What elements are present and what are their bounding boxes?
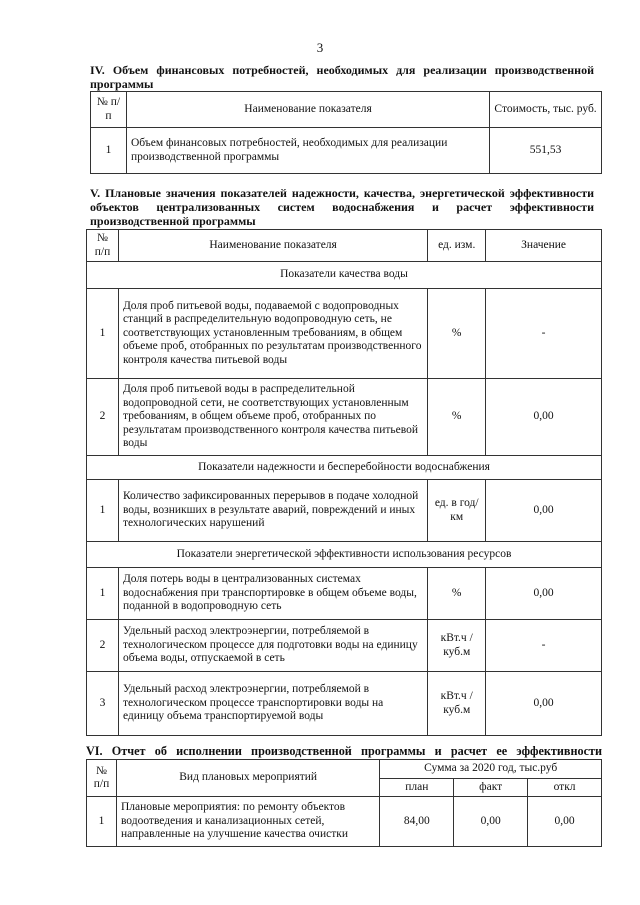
table-row <box>87 620 602 672</box>
row-unit: кВт.ч / куб.м <box>428 672 486 736</box>
section6-header-row <box>87 760 602 779</box>
row-name: Количество зафиксированных перерывов в подаче холодной воды, возникших в результате аварий, повреждений и иных технологических нарушений <box>118 480 427 542</box>
row-unit: % <box>428 568 486 620</box>
table-row <box>91 128 602 174</box>
row-dev: 0,00 <box>528 797 602 847</box>
group-title-row <box>87 262 602 289</box>
header-plan: план <box>380 778 454 797</box>
row-name: Удельный расход электроэнергии, потребляемой в технологическом процессе транспортировки воды на единицу объема транспортируемой воды <box>118 672 427 736</box>
row-value: 0,00 <box>486 568 602 620</box>
row-unit: ед. в год/ км <box>428 480 486 542</box>
row-value: 551,53 <box>490 128 602 174</box>
section5-header-row <box>87 230 602 262</box>
header-value: Значение <box>486 230 602 262</box>
header-num: № п/п <box>91 92 127 128</box>
row-num: 1 <box>91 128 127 174</box>
row-unit: % <box>428 379 486 456</box>
section6-heading: VI. Отчет об исполнении производственной программы и расчет ее эффективности <box>86 744 602 758</box>
row-unit: % <box>428 289 486 379</box>
row-num: 2 <box>87 379 119 456</box>
table-row <box>87 672 602 736</box>
row-name: Доля проб питьевой воды, подаваемой с водопроводных станций в распределительную водопроводную сеть, не соответствующих установленным требованиям, в общем объеме проб, отобранных по результатам производственного контроля качества питьевой воды <box>118 289 427 379</box>
row-num: 1 <box>87 289 119 379</box>
row-num: 1 <box>87 480 119 542</box>
row-num: 3 <box>87 672 119 736</box>
group-title-row <box>87 456 602 480</box>
group-title-row <box>87 542 602 568</box>
row-num: 2 <box>87 620 119 672</box>
section4-header-row <box>91 92 602 128</box>
row-plan: 84,00 <box>380 797 454 847</box>
row-name: Доля потерь воды в централизованных системах водоснабжения при транспортировке в общем объеме воды, поданной в водопроводную сеть <box>118 568 427 620</box>
row-unit: кВт.ч / куб.м <box>428 620 486 672</box>
row-value: 0,00 <box>486 379 602 456</box>
row-name: Объем финансовых потребностей, необходимых для реализации производственной программы <box>126 128 489 174</box>
row-value: - <box>486 620 602 672</box>
row-name: Плановые мероприятия: по ремонту объектов водоотведения и канализационных сетей, направленные на улучшение качества очистки <box>116 797 379 847</box>
row-num: 1 <box>87 568 119 620</box>
table-row <box>87 289 602 379</box>
row-fact: 0,00 <box>454 797 528 847</box>
header-fact: факт <box>454 778 528 797</box>
header-unit: ед. изм. <box>428 230 486 262</box>
row-value: 0,00 <box>486 672 602 736</box>
table-row <box>87 480 602 542</box>
page-number: 3 <box>316 40 324 55</box>
section5-heading: V. Плановые значения показателей надежности, качества, энергетической эффективности объектов централизованных систем водоснабжения и расчет эффективности производственной программы <box>90 186 594 228</box>
section4-heading: IV. Объем финансовых потребностей, необходимых для реализации производственной программы <box>90 63 594 91</box>
row-value: - <box>486 289 602 379</box>
header-name: Наименование показателя <box>126 92 489 128</box>
group-title: Показатели качества воды <box>87 262 602 289</box>
table-row <box>87 568 602 620</box>
header-num: № п/п <box>87 230 119 262</box>
header-num: № п/п <box>87 760 117 797</box>
section6-table <box>86 759 602 847</box>
row-value: 0,00 <box>486 480 602 542</box>
row-name: Удельный расход электроэнергии, потребляемой в технологическом процессе для подготовки воды на единицу объема воды, отпускаемой в сеть <box>118 620 427 672</box>
table-row <box>87 379 602 456</box>
row-num: 1 <box>87 797 117 847</box>
group-title: Показатели надежности и бесперебойности водоснабжения <box>87 456 602 480</box>
section5-table <box>86 229 602 736</box>
row-name: Доля проб питьевой воды в распределительной водопроводной сети, не соответствующих установленным требованиям, в общем объеме проб, отобранных по результатам производственного контроля качества питьевой воды <box>118 379 427 456</box>
table-row <box>87 797 602 847</box>
header-name: Вид плановых мероприятий <box>116 760 379 797</box>
header-name: Наименование показателя <box>118 230 427 262</box>
header-sum: Сумма за 2020 год, тыс.руб <box>380 760 602 779</box>
header-dev: откл <box>528 778 602 797</box>
group-title: Показатели энергетической эффективности использования ресурсов <box>87 542 602 568</box>
header-cost: Стоимость, тыс. руб. <box>490 92 602 128</box>
section4-table <box>90 91 602 174</box>
